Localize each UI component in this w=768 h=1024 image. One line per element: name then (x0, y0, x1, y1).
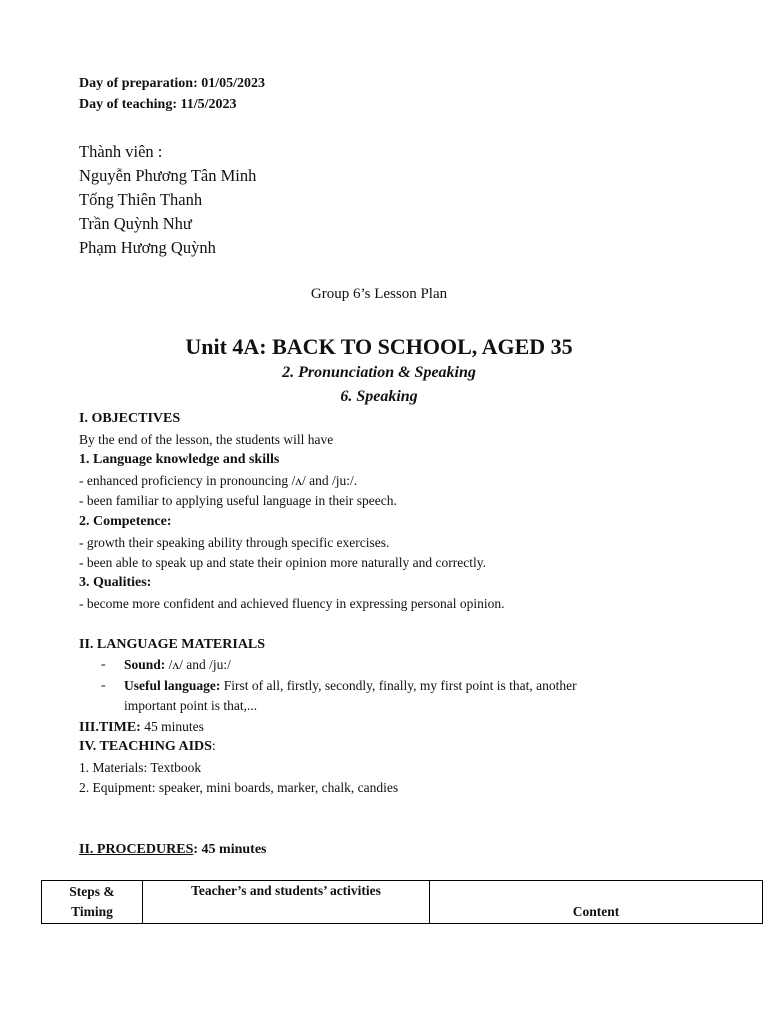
objective-item: - been able to speak up and state their opinion more naturally and correctly. (79, 555, 486, 570)
procedures-label: II. PROCEDURES (79, 842, 194, 857)
useful-language-line (124, 678, 577, 694)
member-name: Trần Quỳnh Như (79, 214, 192, 233)
objectives-heading: I. OBJECTIVES (79, 411, 181, 426)
teaching-aids-colon: : (211, 739, 216, 754)
procedures-table (41, 880, 763, 924)
procedures-colon: : (193, 842, 199, 857)
steps-header-line: Steps & (69, 884, 115, 899)
useful-language-label: Useful language: (124, 678, 221, 693)
timing-header-line: Timing (71, 904, 113, 919)
time-line (79, 719, 204, 736)
unit-title: Unit 4A: BACK TO SCHOOL, AGED 35 (185, 334, 573, 359)
objective-item: - become more confident and achieved fluency in expressing personal opinion. (79, 596, 505, 611)
member-name: Tống Thiên Thanh (79, 190, 203, 209)
bullet-dash: - (101, 657, 106, 672)
day-of-teaching: Day of teaching: 11/5/2023 (79, 97, 237, 112)
objective-item: - enhanced proficiency in pronouncing /ʌ/ and /ju:/. (79, 473, 358, 488)
objective-item: - been familiar to applying useful language in their speech. (79, 493, 397, 508)
useful-language-value: First of all, firstly, secondly, finally, my first point is that, another (223, 678, 577, 693)
sound-value: /ʌ/ and /ju:/ (168, 657, 231, 672)
objectives-intro: By the end of the lesson, the students will have (79, 432, 334, 447)
time-label: III.TIME: (79, 720, 141, 735)
teaching-aids-heading: IV. TEACHING AIDS (79, 739, 212, 754)
table-header-row (42, 881, 763, 924)
procedures-heading (79, 842, 266, 858)
teaching-aid-item: 2. Equipment: speaker, mini boards, marker, chalk, candies (79, 780, 399, 795)
member-name: Nguyễn Phương Tân Minh (79, 166, 257, 185)
time-value: 45 minutes (144, 719, 204, 734)
materials-heading: II. LANGUAGE MATERIALS (79, 637, 266, 652)
qualities-heading: 3. Qualities: (79, 575, 152, 590)
subtitle-speaking: 6. Speaking (340, 388, 418, 405)
day-of-preparation: Day of preparation: 01/05/2023 (79, 76, 266, 91)
subtitle-pronunciation: 2. Pronunciation & Speaking (282, 364, 476, 381)
procedures-duration: 45 minutes (201, 842, 267, 857)
member-name: Phạm Hương Quỳnh (79, 238, 216, 257)
sound-line (124, 657, 231, 673)
competence-heading: 2. Competence: (79, 514, 172, 529)
members-label: Thành viên : (79, 142, 163, 161)
steps-timing-header (42, 881, 143, 924)
teaching-aids-line (79, 739, 216, 755)
plan-title: Group 6’s Lesson Plan (310, 286, 448, 302)
objective-item: - growth their speaking ability through specific exercises. (79, 535, 390, 550)
useful-language-value-cont: important point is that,... (124, 698, 258, 713)
sound-label: Sound: (124, 657, 166, 672)
teaching-aid-item: 1. Materials: Textbook (79, 760, 202, 775)
language-knowledge-heading: 1. Language knowledge and skills (79, 452, 280, 467)
bullet-dash: - (101, 678, 106, 693)
content-header: Content (430, 881, 763, 924)
activities-header: Teacher’s and students’ activities (143, 881, 430, 924)
